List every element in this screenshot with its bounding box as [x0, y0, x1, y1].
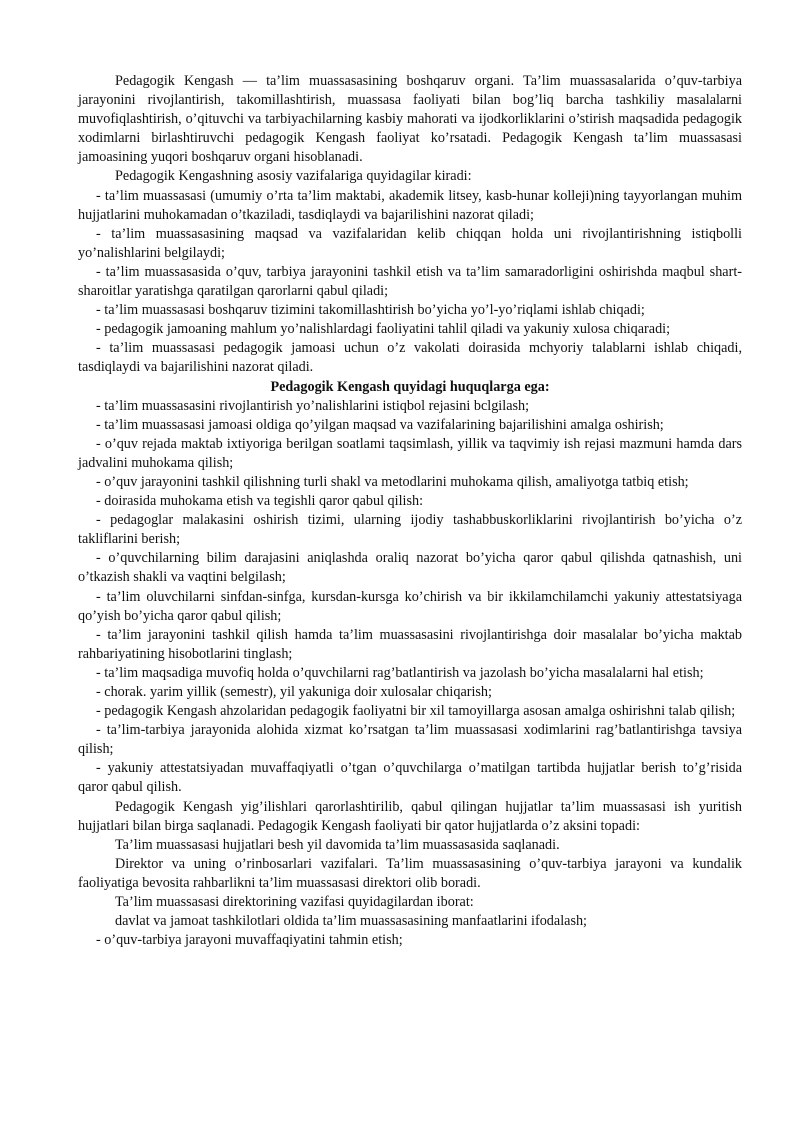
list-item: - ta’lim muassasasi jamoasi oldiga qo’yilgan maqsad va vazifalarining bajarilishini amalga oshirish; [96, 416, 664, 433]
section-heading: Pedagogik Kengash quyidagi huquqlarga ega: [270, 378, 550, 395]
list-item: - ta’lim muassasasining maqsad va vazifalaridan kelib chiqqan holda uni rivojlantirishning istiqbolli yo’nalishlarini belgilaydi; [78, 225, 742, 261]
list-item: - o’quvchilarning bilim darajasini aniqlashda oraliq nazorat bo’yicha qaror qabul qilishda qatnashish, uni o’tkazish shakli va vaqtini belgilash; [78, 550, 742, 586]
list-item: - ta’lim muassasasi pedagogik jamoasi uchun o’z vakolati doirasida mchyoriy talablarni ishlab chiqadi, tasdiqlaydi va bajarilishini nazorat qiladi. [78, 340, 742, 376]
list-item: - pedagogik Kengash ahzolaridan pedagogik faoliyatni bir xil tamoyillarga asosan amalga oshirishni talab qilish; [96, 703, 736, 720]
list-item: - ta’lim muassasasida o’quv, tarbiya jarayonini tashkil etish va ta’lim samaradorligini oshirishda maqbul shart-sharoitlar yaratishga qaratilgan qarorlarni qabul qiladi; [78, 263, 742, 300]
paragraph-director-tasks: Ta’lim muassasasi direktorining vazifasi quyidagilardan iborat: [115, 894, 474, 911]
list-item: - pedagogik jamoaning mahlum yo’nalishlardagi faoliyatini tahlil qiladi va yakuniy xulosa chiqaradi; [96, 321, 671, 338]
list-item: - ta’lim jarayonini tashkil qilish hamda ta’lim muassasasini rivojlantirishga doir masalalar bo’yicha maktab rahbariyatining hisobotlarini tinglash; [78, 626, 742, 662]
paragraph-representation: davlat va jamoat tashkilotlari oldida ta’lim muassasasining manfaatlarini ifodalash; [115, 913, 587, 930]
list-item: - o’quv-tarbiya jarayoni muvaffaqiyatini tahmin etish; [96, 932, 403, 949]
list-item: - o’quv rejada maktab ixtiyoriga berilgan soatlami taqsimlash, yillik va taqvimiy ish rejasi mazmuni hamda dars jadvalini muhokama qilish; [78, 435, 742, 471]
paragraph-documents: Ta’lim muassasasi hujjatlari besh yil davomida ta’lim muassasasida saqlanadi. [115, 836, 560, 853]
list-item: - ta’lim muassasasi (umumiy o’rta ta’lim maktabi, akademik litsey, kasb-hunar kolleji)ning tayyorlangan muhim hujjatlarini muhokamadan o’tkaziladi, tasdiqlaydi va bajarilishini nazorat qiladi; [78, 187, 742, 223]
paragraph-intro: Pedagogik Kengash — ta’lim muassasasining boshqaruv organi. Ta’lim muassasalarida o’quv-tarbiya jarayonini rivojlantirish, takomillashtirish, muassasa faoliyati bilan bog’liq barcha tashkiliy masalalarni muvofiqlashtirish, o’qituvchi va tarbiyachilarning kasbiy mahorati va ijodkorliklarini o’stirish maqsadida pedagogik xodimlarni birlashtiruvchi pedagogik Kengash faoliyat ko’rsatadi. Pedagogik Kengash ta’lim muassasasi jamoasining yuqori boshqaruv organi hisoblanadi. [78, 73, 742, 166]
paragraph-meetings: Pedagogik Kengash yig’ilishlari qarorlashtirilib, qabul qilingan hujjatlar ta’lim muassasasi ish yuritish hujjatlari bilan birga saqlanadi. Pedagogik Kengash faoliyati bir qator hujjatlarda o’z aksini topadi: [78, 798, 742, 834]
list-item: - o’quv jarayonini tashkil qilishning turli shakl va metodlarini muhokama qilish, amaliyotga tatbiq etish; [96, 473, 689, 490]
list-item: - chorak. yarim yillik (semestr), yil yakuniga doir xulosalar chiqarish; [96, 684, 492, 700]
list-item: - ta’lim muassasasini rivojlantirish yo’nalishlarini istiqbol rejasini bclgilash; [96, 397, 530, 414]
list-item: - ta’lim oluvchilarni sinfdan-sinfga, kursdan-kursga ko’chirish va bir ikkilamchilamchi yakuniy attestatsiyaga qo’yish bo’yicha qaror qabul qilish; [78, 588, 742, 624]
list-item: - pedagoglar malakasini oshirish tizimi, ularning ijodiy tashabbuskorliklarini rivojlantirish bo’yicha o’z takliflarini berish; [78, 512, 742, 548]
list-item: - yakuniy attestatsiyadan muvaffaqiyatli o’tgan o’quvchilarga o’matilgan tartibda hujjatlar berish to’g’risida qaror qabul qilish. [78, 760, 742, 796]
list-item: - ta’lim maqsadiga muvofiq holda o’quvchilarni rag’batlantirish va jazolash bo’yicha masalalarni hal etish; [96, 664, 704, 681]
paragraph-tasks-lead: Pedagogik Kengashning asosiy vazifalariga quyidagilar kiradi: [115, 168, 472, 185]
paragraph-director: Direktor va uning o’rinbosarlari vazifalari. Ta’lim muassasasining o’quv-tarbiya jarayoni va kundalik faoliyatiga bevosita rahbarlikni ta’lim muassasasi direktori olib boradi. [78, 855, 742, 891]
list-item: - ta’lim-tarbiya jarayonida alohida xizmat ko’rsatgan ta’lim muassasasi xodimlarini rag’batlantirishga tavsiya qilish; [78, 722, 742, 758]
document-body [78, 72, 742, 950]
list-item: - ta’lim muassasasi boshqaruv tizimini takomillashtirish bo’yicha yo’l-yo’riqlami ishlab chiqadi; [96, 302, 645, 319]
list-item: - doirasida muhokama etish va tegishli qaror qabul qilish: [96, 493, 424, 510]
